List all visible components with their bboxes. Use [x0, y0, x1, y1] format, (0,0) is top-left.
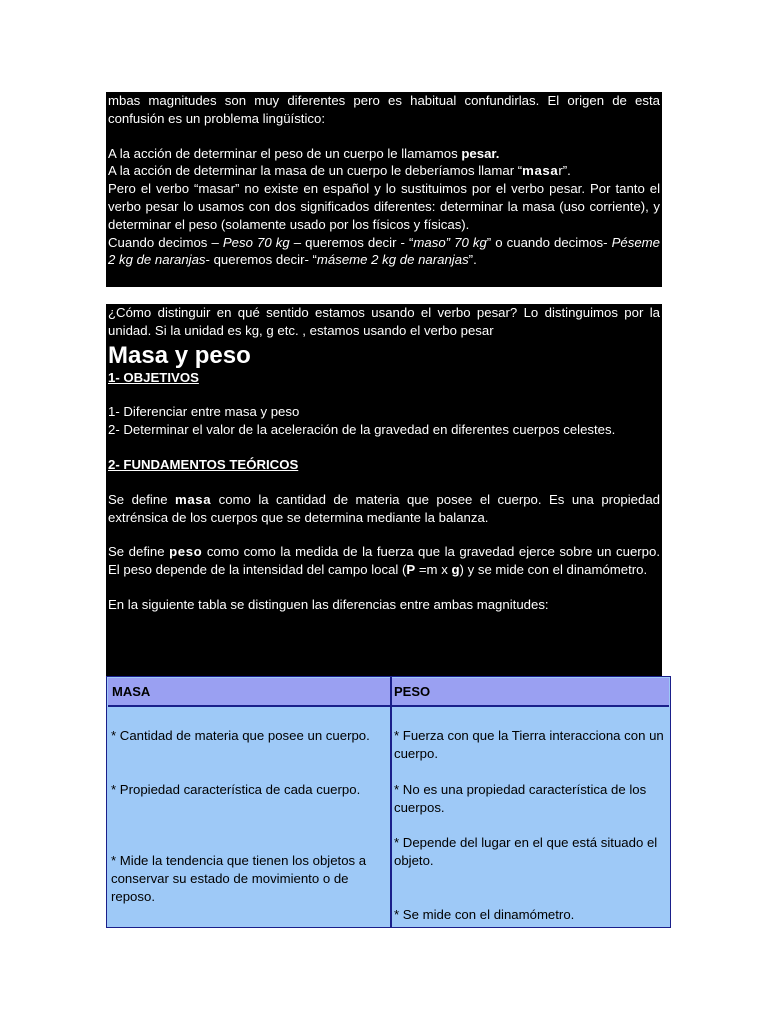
peso-def-t2: como como la medida de la fuerza que la gravedad ejerce sobre un cuerpo. El peso depende de la intensidad del campo local ( — [108, 544, 660, 578]
peso-cell-3: * Depende del lugar en el que está situado el objeto. — [394, 835, 658, 868]
column-divider — [390, 677, 392, 927]
ejemplo-paragraph — [108, 234, 660, 270]
ejemplo-t4: - queremos decir- “ — [205, 252, 317, 268]
masa-definition — [108, 491, 660, 527]
peso-definition — [108, 543, 660, 579]
header-peso: PESO — [394, 684, 431, 699]
masa-def-t2: como la cantidad de materia que posee el cuerpo. Es una propiedad extrénsica de los cuerpos que se determina mediante la balanza. — [108, 491, 661, 525]
masa-cell-3: * Mide la tendencia que tienen los objetos a conservar su estado de movimiento o de reposo. — [111, 853, 367, 904]
table-intro: En la siguiente tabla se distinguen las diferencias entre ambas magnitudes: — [108, 596, 549, 612]
peso-def-t1: Se define — [108, 544, 170, 560]
formula-p: P — [406, 562, 416, 578]
table-header — [108, 678, 669, 707]
formula-mid: =m x — [415, 562, 452, 578]
objetivo-1: 1- Diferenciar entre masa y peso — [108, 404, 300, 420]
masar-tail: r”. — [558, 163, 571, 179]
text-block-1 — [106, 92, 662, 287]
text-block-2 — [106, 304, 662, 676]
masa-cell-1: * Cantidad de materia que posee un cuerpo. — [111, 728, 370, 743]
objetivo-2: 2- Determinar el valor de la aceleración de la gravedad en diferentes cuerpos celestes. — [108, 422, 616, 438]
ejemplo-t2: – queremos decir - “ — [289, 234, 414, 250]
peso-cell-4: * Se mide con el dinamómetro. — [394, 907, 575, 922]
masa-def-t1: Se define — [108, 491, 175, 507]
peso-def-t3: ) y se mide con el dinamómetro. — [459, 562, 648, 578]
ejemplo-t5: ”. — [468, 252, 477, 268]
formula-g: g — [451, 562, 460, 578]
peso-cell-1: * Fuerza con que la Tierra interacciona con un cuerpo. — [394, 728, 664, 761]
masar-line — [108, 162, 660, 180]
pesar-bold: pesar. — [461, 145, 500, 161]
peso-def-bold: peso — [169, 544, 203, 560]
masar-bold: masa — [522, 163, 559, 179]
masa-cell-2: * Propiedad característica de cada cuerpo. — [111, 782, 361, 797]
question-paragraph: ¿Cómo distinguir en qué sentido estamos usando el verbo pesar? Lo distinguimos por la unidad. Si la unidad es kg, g etc. , estamos usando el verbo pesar — [108, 305, 660, 338]
section-objetivos: 1- OBJETIVOS — [108, 369, 199, 385]
ejemplo-t3: ” o cuando decimos- — [486, 234, 612, 250]
intro-paragraph: mbas magnitudes son muy diferentes pero es habitual confundirlas. El origen de esta confusión es un problema lingüístico: — [108, 93, 660, 126]
section-fundamentos: 2- FUNDAMENTOS TEÓRICOS — [108, 456, 299, 472]
peso-cell-2: * No es una propiedad característica de los cuerpos. — [394, 782, 647, 815]
verbo-paragraph: Pero el verbo “masar” no existe en español y lo sustituimos por el verbo pesar. Por tanto el verbo pesar lo usamos con dos significados diferentes: determinar la masa (uso corriente), y determinar el peso (solamente usado por los físicos y físicas). — [108, 181, 660, 232]
comparison-table — [106, 676, 671, 928]
ejemplo-t1: Cuando decimos – — [108, 234, 223, 250]
pesar-text: A la acción de determinar el peso de un cuerpo le llamamos — [108, 145, 462, 161]
ejemplo-i1: Peso 70 kg — [222, 234, 290, 250]
header-masa: MASA — [112, 684, 151, 699]
page-title: Masa y peso — [108, 341, 251, 369]
pesar-line — [108, 145, 660, 163]
masa-def-bold: masa — [175, 491, 212, 507]
ejemplo-i2: maso” 70 kg — [413, 234, 487, 250]
masar-text: A la acción de determinar la masa de un cuerpo le deberíamos llamar “ — [108, 163, 523, 179]
ejemplo-i3: Péseme 2 kg de naranjas — [108, 234, 660, 268]
ejemplo-i4: máseme 2 kg de naranjas — [316, 252, 469, 268]
